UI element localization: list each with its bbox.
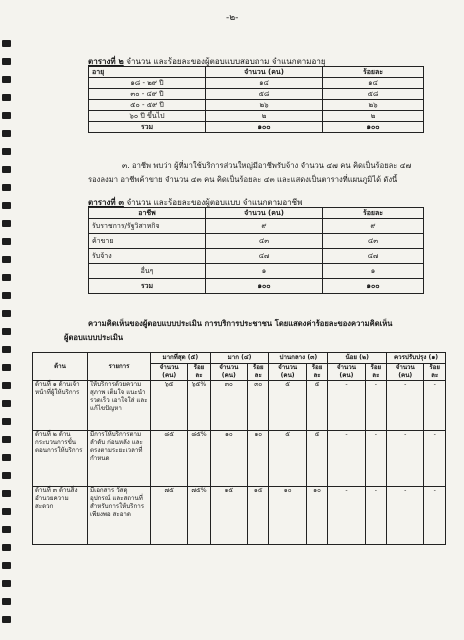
spiral-binding xyxy=(0,0,14,640)
table-cell: - xyxy=(424,381,446,431)
section-heading-line-2: ผู้ตอบแบบประเมิน xyxy=(64,333,124,342)
table-cell: ๙ xyxy=(206,219,323,234)
binding-hole xyxy=(2,544,11,551)
table-row xyxy=(33,431,446,487)
binding-hole xyxy=(2,580,11,587)
binding-hole xyxy=(2,598,11,605)
binding-hole xyxy=(2,328,11,335)
table-cell: ๑๐ xyxy=(210,431,247,487)
table-cell: - xyxy=(365,487,387,545)
table-header-row xyxy=(89,67,424,78)
subheader-count: จำนวน (คน) xyxy=(328,364,365,381)
subheader-pct: ร้อยละ xyxy=(424,364,446,381)
binding-hole xyxy=(2,184,11,191)
table-row xyxy=(89,111,424,122)
table-cell: ๑๔ xyxy=(323,78,424,89)
binding-hole xyxy=(2,472,11,479)
row-aspect: ด้านที่ ๓ ด้านสิ่งอำนวยความสะดวก xyxy=(33,487,88,545)
binding-hole xyxy=(2,346,11,353)
binding-hole xyxy=(2,364,11,371)
table-header-cell: ร้อยละ xyxy=(323,208,424,219)
table-cell: - xyxy=(387,487,424,545)
binding-hole xyxy=(2,274,11,281)
table-header-cell: ร้อยละ xyxy=(323,67,424,78)
table-cell: ๑๐ xyxy=(306,487,328,545)
table-cell: - xyxy=(365,381,387,431)
table-cell: ๔๗ xyxy=(206,249,323,264)
table-cell: ๑๕ xyxy=(210,487,247,545)
table-cell: ๓๐ xyxy=(247,381,269,431)
subheader-pct: ร้อยละ xyxy=(365,364,387,381)
header-level: มาก (๔) xyxy=(210,353,269,364)
table-row xyxy=(89,264,424,279)
table-header-row xyxy=(89,208,424,219)
table4-satisfaction xyxy=(32,352,446,545)
subheader-count: จำนวน (คน) xyxy=(151,364,188,381)
subheader-pct: ร้อยละ xyxy=(247,364,269,381)
table-cell: ๑ xyxy=(206,264,323,279)
table-header-cell: จำนวน (คน) xyxy=(206,208,323,219)
table-cell: ๑๔ xyxy=(206,78,323,89)
binding-hole xyxy=(2,400,11,407)
binding-hole xyxy=(2,202,11,209)
binding-hole xyxy=(2,166,11,173)
table-row xyxy=(33,487,446,545)
subheader-count: จำนวน (คน) xyxy=(210,364,247,381)
binding-hole xyxy=(2,508,11,515)
table-cell: ๕ xyxy=(306,381,328,431)
table-cell: อื่นๆ xyxy=(89,264,206,279)
table-cell: ๗๕ xyxy=(151,487,188,545)
header-level: มากที่สุด (๕) xyxy=(151,353,211,364)
table-header-cell: อายุ xyxy=(89,67,206,78)
table-cell: ๖๕ xyxy=(151,381,188,431)
paragraph-line-2: รองลงมา อาชีพค้าขาย จำนวน ๔๓ คน คิดเป็นร้อยละ ๔๓ และแสดงเป็นตารางที่แผนภูมิได้ ดังนี้ xyxy=(88,175,398,184)
table-cell: - xyxy=(387,381,424,431)
section-heading-line-1: ความคิดเห็นของผู้ตอบแบบประเมิน การบริการประชาชน โดยแสดงค่าร้อยละของความคิดเห็น xyxy=(88,319,393,328)
binding-hole xyxy=(2,490,11,497)
table-total-cell: ๑๐๐ xyxy=(206,279,323,294)
table-total-label: รวม xyxy=(89,279,206,294)
binding-hole xyxy=(2,112,11,119)
header-item: รายการ xyxy=(88,353,151,381)
table-cell: ๑๕ xyxy=(247,487,269,545)
header-aspect: ด้าน xyxy=(33,353,88,381)
binding-hole xyxy=(2,418,11,425)
binding-hole xyxy=(2,562,11,569)
table-cell: - xyxy=(328,431,365,487)
table-cell: - xyxy=(424,431,446,487)
table-cell: ๗๕% xyxy=(188,487,210,545)
table-cell: ๕๐ - ๕๙ ปี xyxy=(89,100,206,111)
binding-hole xyxy=(2,256,11,263)
subheader-pct: ร้อยละ xyxy=(306,364,328,381)
binding-hole xyxy=(2,58,11,65)
header-level: ปานกลาง (๓) xyxy=(269,353,328,364)
binding-hole xyxy=(2,238,11,245)
subheader-pct: ร้อยละ xyxy=(188,364,210,381)
table-total-label: รวม xyxy=(89,122,206,133)
table-header-row xyxy=(33,353,446,364)
table-row xyxy=(89,249,424,264)
table-cell: ๕๘ xyxy=(323,89,424,100)
table-row xyxy=(89,219,424,234)
table-cell: รับจ้าง xyxy=(89,249,206,264)
table-cell: ๖๕% xyxy=(188,381,210,431)
table-cell: ๒ xyxy=(323,111,424,122)
table-cell: - xyxy=(387,431,424,487)
table-cell: ๑ xyxy=(323,264,424,279)
table-row xyxy=(89,100,424,111)
table-cell: ๕๘ xyxy=(206,89,323,100)
binding-hole xyxy=(2,436,11,443)
row-item: มีการให้บริการตามลำดับ ก่อนหลัง และตรงตามระยะเวลาที่กำหนด xyxy=(88,431,151,487)
table3-caption-label: ตารางที่ ๓ xyxy=(88,198,124,207)
binding-hole xyxy=(2,220,11,227)
table-row xyxy=(33,381,446,431)
table-cell: - xyxy=(365,431,387,487)
table-cell: ๒ xyxy=(206,111,323,122)
table3-occupation xyxy=(88,207,424,294)
subheader-count: จำนวน (คน) xyxy=(387,364,424,381)
paragraph-line-1: ๓. อาชีพ พบว่า ผู้ที่มาใช้บริการส่วนใหญ่มีอาชีพรับจ้าง จำนวน ๔๗ คน คิดเป็นร้อยละ ๔๗ xyxy=(122,161,412,170)
table-cell: - xyxy=(328,381,365,431)
table-cell: ๕ xyxy=(269,381,306,431)
binding-hole xyxy=(2,40,11,47)
row-aspect: ด้านที่ ๑ ด้านเจ้าหน้าที่ผู้ให้บริการ xyxy=(33,381,88,431)
table-cell: ๒๖ xyxy=(323,100,424,111)
table-header-cell: จำนวน (คน) xyxy=(206,67,323,78)
table2-caption-label: ตารางที่ ๒ xyxy=(88,57,124,66)
table-cell: ๔๓ xyxy=(323,234,424,249)
table-cell: ๔๓ xyxy=(206,234,323,249)
table-cell: ค้าขาย xyxy=(89,234,206,249)
page-number: -๒- xyxy=(226,13,239,23)
header-level: ควรปรับปรุง (๑) xyxy=(387,353,446,364)
binding-hole xyxy=(2,292,11,299)
table-cell: - xyxy=(328,487,365,545)
binding-hole xyxy=(2,616,11,623)
binding-hole xyxy=(2,382,11,389)
table-total-row xyxy=(89,279,424,294)
binding-hole xyxy=(2,148,11,155)
header-level: น้อย (๒) xyxy=(328,353,387,364)
subheader-count: จำนวน (คน) xyxy=(269,364,306,381)
table-cell: ๒๖ xyxy=(206,100,323,111)
table-header-cell: อาชีพ xyxy=(89,208,206,219)
table-cell: ๓๐ xyxy=(210,381,247,431)
binding-hole xyxy=(2,310,11,317)
table2-age xyxy=(88,66,424,133)
table-cell: ๑๘ - ๒๙ ปี xyxy=(89,78,206,89)
binding-hole xyxy=(2,526,11,533)
table-total-row xyxy=(89,122,424,133)
table-cell: ๕ xyxy=(269,431,306,487)
binding-hole xyxy=(2,454,11,461)
table-cell: ๔๗ xyxy=(323,249,424,264)
table-row xyxy=(89,89,424,100)
binding-hole xyxy=(2,76,11,83)
table2-caption-text: จำนวน และร้อยละของผู้ตอบแบบสอบถาม จำแนกตามอายุ xyxy=(123,57,326,66)
table-cell: รับราชการ/รัฐวิสาหกิจ xyxy=(89,219,206,234)
table-cell: ๑๐ xyxy=(269,487,306,545)
table-cell: - xyxy=(424,487,446,545)
table-cell: ๑๐ xyxy=(247,431,269,487)
table-cell: ๘๕% xyxy=(188,431,210,487)
table-cell: ๕ xyxy=(306,431,328,487)
row-item: ให้บริการด้วยความสุภาพ เต็มใจ แนะนำ รวดเร็ว เอาใจใส่ และแก้ไขปัญหา xyxy=(88,381,151,431)
binding-hole xyxy=(2,130,11,137)
table-cell: ๓๐ - ๔๙ ปี xyxy=(89,89,206,100)
table-total-cell: ๑๐๐ xyxy=(323,122,424,133)
table-cell: ๘๕ xyxy=(151,431,188,487)
table-total-cell: ๑๐๐ xyxy=(323,279,424,294)
table-row xyxy=(89,78,424,89)
row-item: มีเอกสาร วัสดุ อุปกรณ์ และสถานที่สำหรับการให้บริการเพียงพอ สะอาด xyxy=(88,487,151,545)
table-cell: ๙ xyxy=(323,219,424,234)
binding-hole xyxy=(2,94,11,101)
table-row xyxy=(89,234,424,249)
table-total-cell: ๑๐๐ xyxy=(206,122,323,133)
table-cell: ๖๐ ปี ขึ้นไป xyxy=(89,111,206,122)
row-aspect: ด้านที่ ๒ ด้านกระบวนการขั้นตอนการให้บริการ xyxy=(33,431,88,487)
table3-caption-text: จำนวน และร้อยละของผู้ตอบแบบ จำแนกตามอาชีพ xyxy=(123,198,303,207)
